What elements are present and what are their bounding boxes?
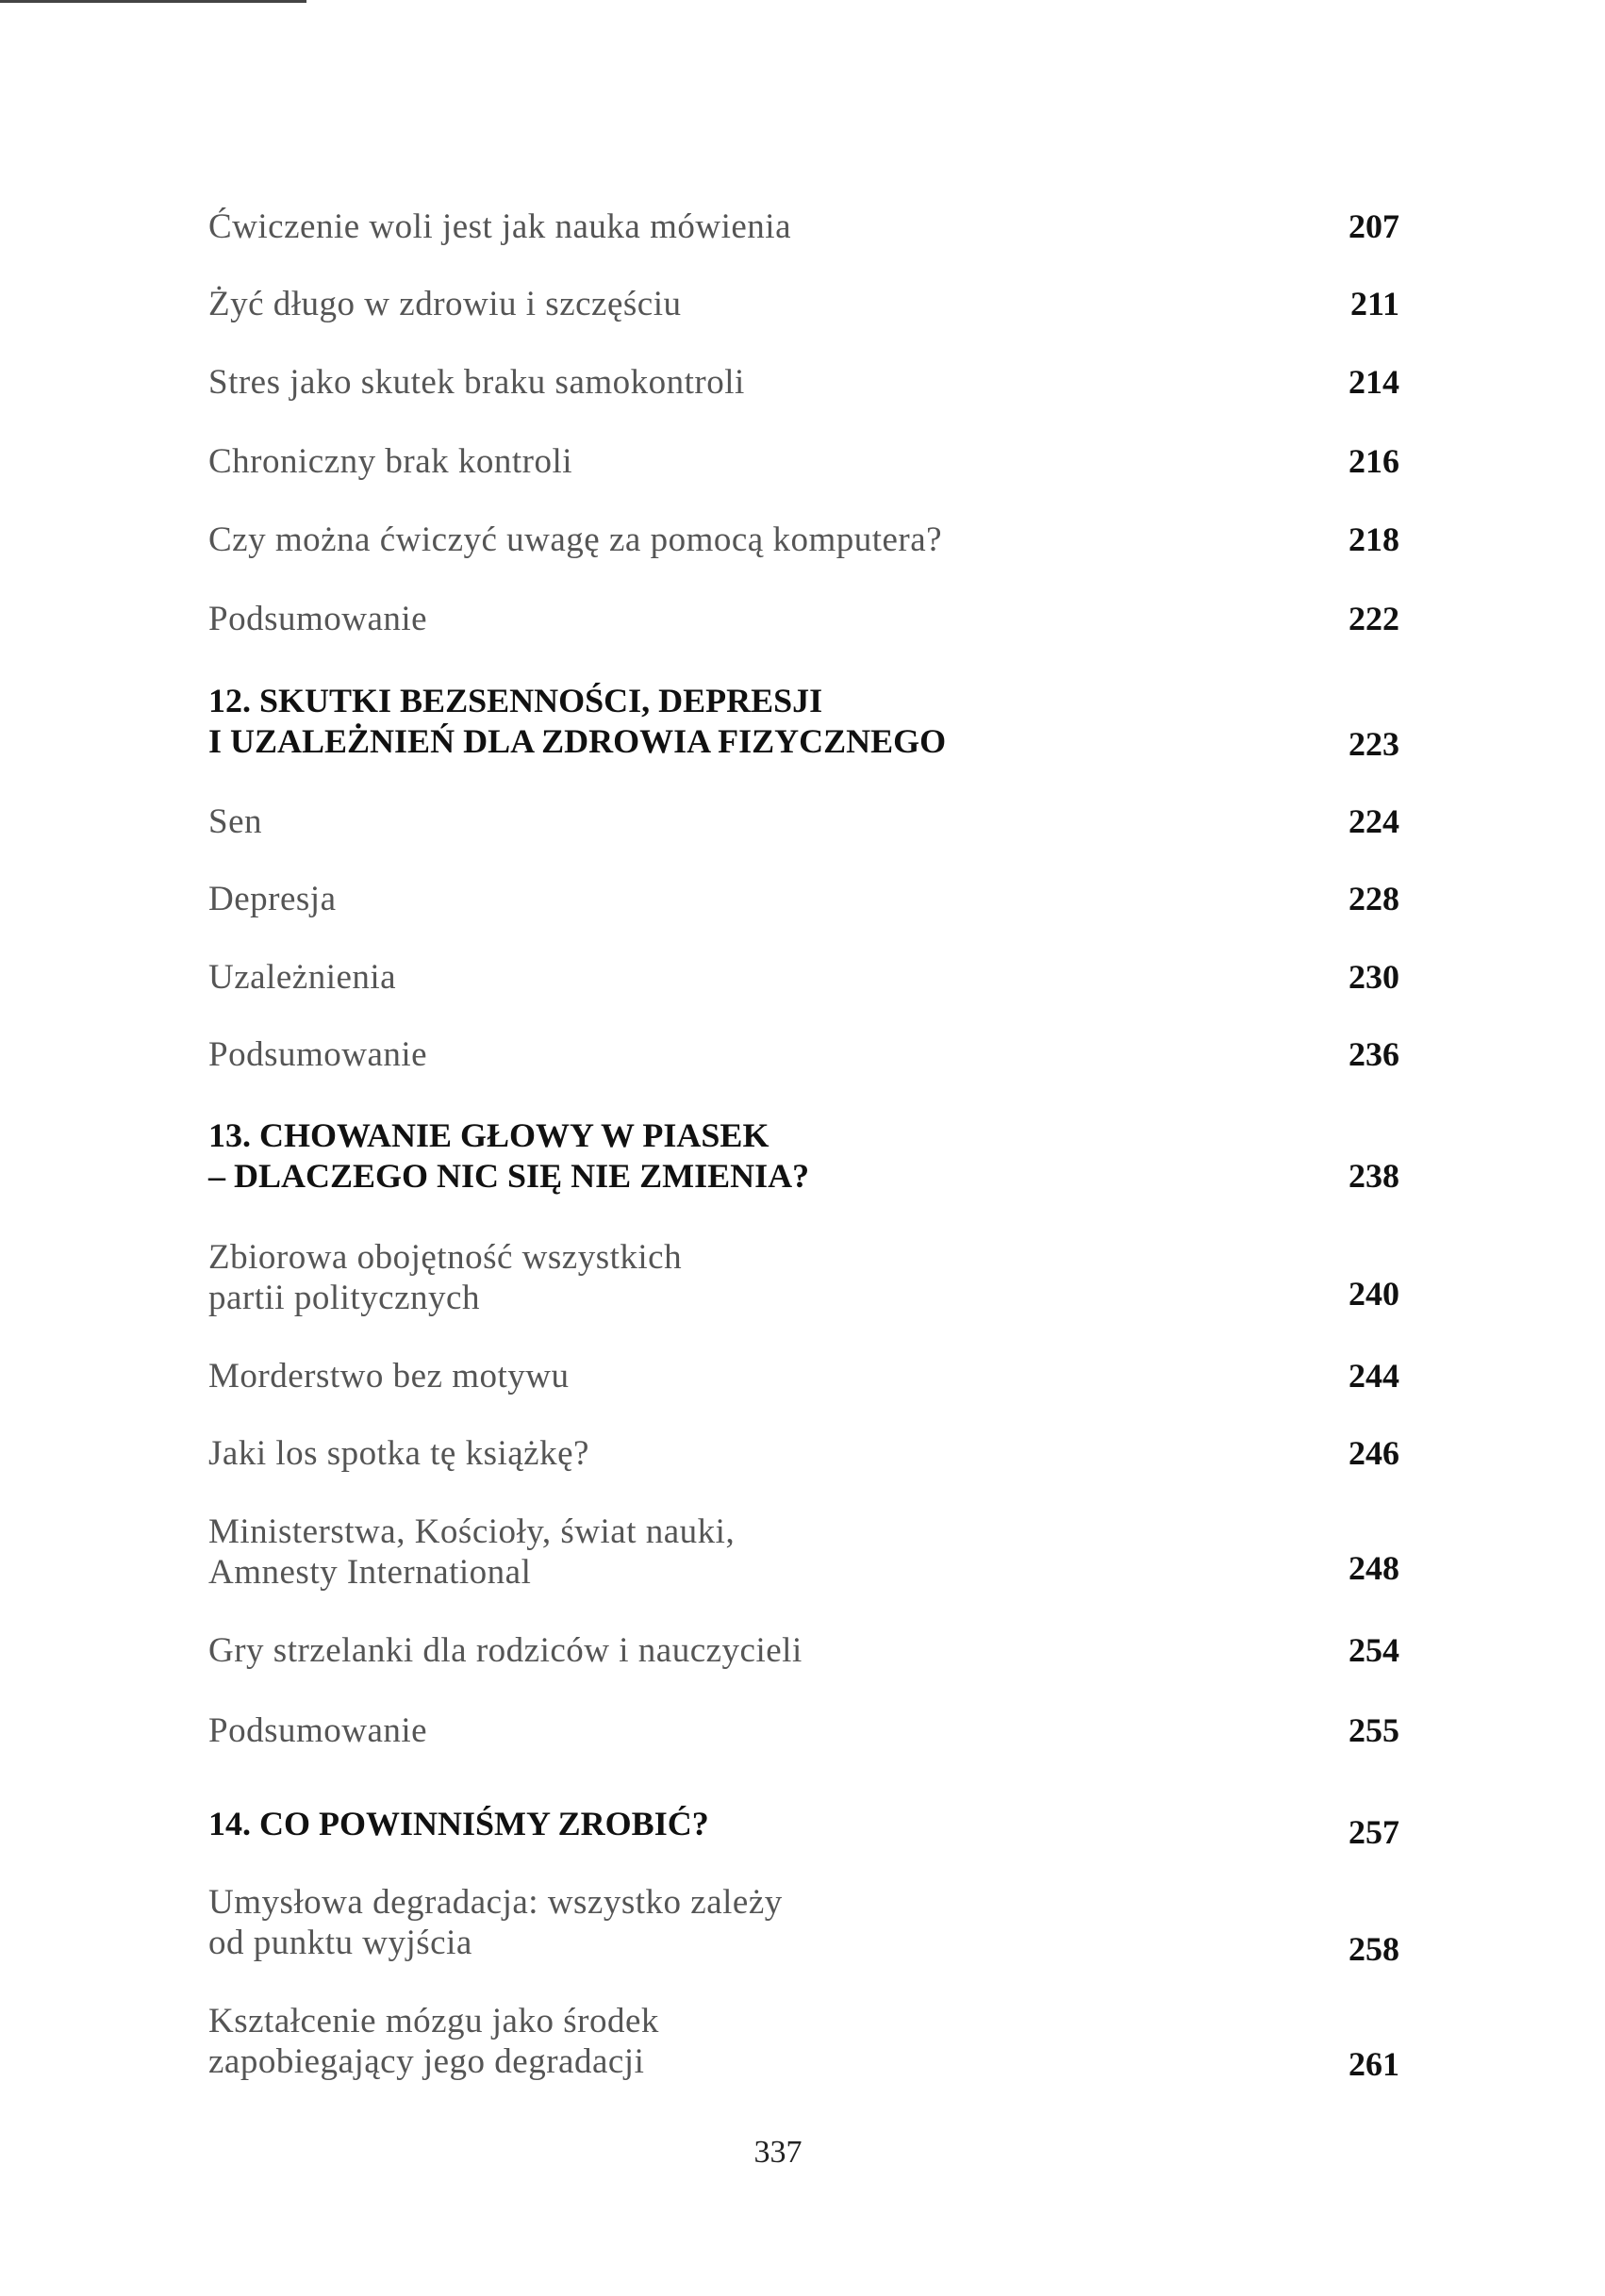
toc-entry-page: 228 bbox=[1349, 880, 1399, 917]
toc-entry-title: Gry strzelanki dla rodziców i nauczycieli bbox=[208, 1631, 802, 1670]
toc-entry-page: 207 bbox=[1349, 207, 1399, 245]
toc-entry-title: Ćwiczenie woli jest jak nauka mówienia bbox=[208, 207, 792, 246]
toc-entry-page: 236 bbox=[1349, 1035, 1399, 1073]
toc-entry-page: 230 bbox=[1349, 958, 1399, 996]
toc-entry-title: Żyć długo w zdrowiu i szczęściu bbox=[208, 285, 682, 323]
toc-entry-title: Czy można ćwiczyć uwagę za pomocą komputera? bbox=[208, 520, 943, 559]
toc-entry-title: Umysłowa degradacja: wszystko zależy od punktu wyjścia bbox=[208, 1883, 783, 1962]
toc-entry-title: Podsumowanie bbox=[208, 600, 428, 638]
toc-entry-title: Chroniczny brak kontroli bbox=[208, 442, 573, 481]
page-number: 337 bbox=[753, 2135, 802, 2170]
toc-entry-title: Depresja bbox=[208, 880, 337, 918]
toc-entry-page: 248 bbox=[1349, 1549, 1399, 1587]
toc-chapter-heading: 12. SKUTKI BEZSENNOŚCI, DEPRESJI I UZALEŻNIEŃ DLA ZDROWIA FIZYCZNEGO bbox=[208, 682, 947, 760]
toc-entry-page: 222 bbox=[1349, 600, 1399, 637]
toc-entry-page: 211 bbox=[1349, 285, 1399, 322]
toc-entry-page: 246 bbox=[1349, 1434, 1399, 1472]
toc-chapter-heading: 13. CHOWANIE GŁOWY W PIASEK – DLACZEGO NIC SIĘ NIE ZMIENIA? bbox=[208, 1116, 810, 1195]
toc-entry-title: Uzależnienia bbox=[208, 958, 397, 997]
toc-entry-title: Podsumowanie bbox=[208, 1711, 428, 1750]
toc-entry-page: 240 bbox=[1349, 1275, 1399, 1313]
toc-entry-title: Podsumowanie bbox=[208, 1035, 428, 1074]
toc-entry-page: 238 bbox=[1349, 1157, 1399, 1195]
toc-entry-title: Morderstwo bez motywu bbox=[208, 1357, 570, 1396]
toc-entry-page: 224 bbox=[1349, 802, 1399, 840]
toc-entry-title: Stres jako skutek braku samokontroli bbox=[208, 363, 745, 402]
toc-entry-page: 261 bbox=[1349, 2045, 1399, 2083]
toc-entry-page: 255 bbox=[1349, 1711, 1399, 1749]
toc-chapter-heading: 14. CO POWINNIŚMY ZROBIĆ? bbox=[208, 1805, 709, 1842]
toc-entry-page: 244 bbox=[1349, 1357, 1399, 1395]
toc-entry-page: 216 bbox=[1349, 442, 1399, 480]
toc-entry-title: Jaki los spotka tę książkę? bbox=[208, 1434, 589, 1473]
toc-entry-page: 254 bbox=[1349, 1631, 1399, 1669]
toc-entry-title: Kształcenie mózgu jako środek zapobiegający jego degradacji bbox=[208, 2002, 659, 2081]
toc-entry-page: 258 bbox=[1349, 1930, 1399, 1968]
top-rule bbox=[0, 0, 306, 3]
toc-entry-title: Zbiorowa obojętność wszystkich partii politycznych bbox=[208, 1238, 683, 1317]
toc-entry-page: 257 bbox=[1349, 1813, 1399, 1851]
toc-entry-page: 223 bbox=[1349, 725, 1399, 763]
toc-entry-page: 218 bbox=[1349, 520, 1399, 558]
toc-entry-title: Sen bbox=[208, 802, 262, 841]
toc-entry-title: Ministerstwa, Kościoły, świat nauki, Amnesty International bbox=[208, 1512, 736, 1592]
toc-entry-page: 214 bbox=[1349, 363, 1399, 401]
